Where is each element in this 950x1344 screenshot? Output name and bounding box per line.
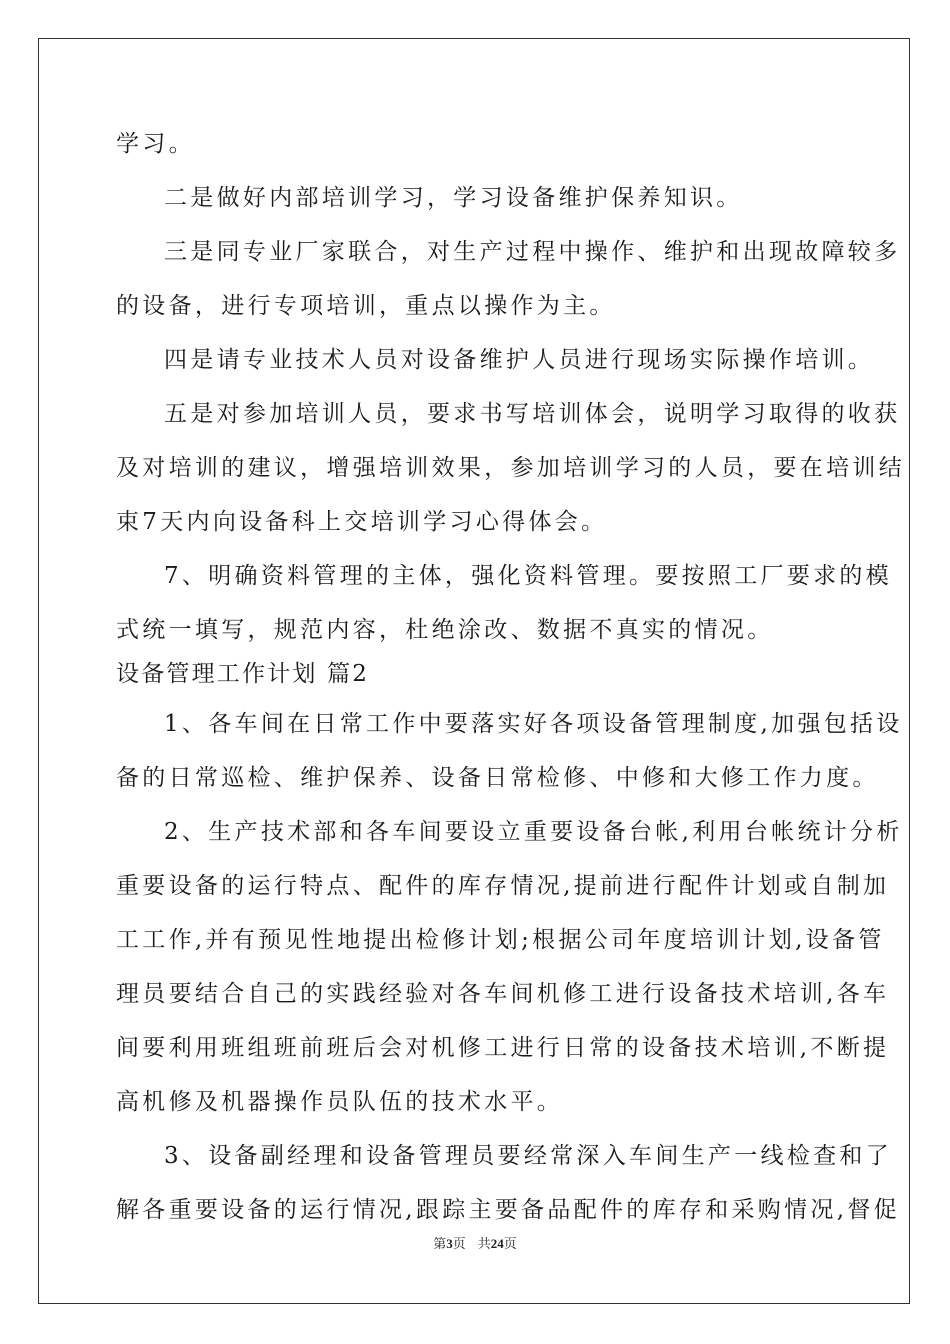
total-prefix: 共	[477, 1236, 491, 1251]
text-line: 备的日常巡检、维护保养、设备日常检修、中修和大修工作力度。	[116, 765, 879, 791]
page-footer	[0, 1234, 950, 1254]
text-line: 式统一填写，规范内容，杜绝涂改、数据不真实的情况。	[116, 617, 774, 643]
text-line: 及对培训的建议，增强培训效果，参加培训学习的人员，要在培训结	[116, 455, 905, 481]
text-line: 3、设备副经理和设备管理员要经常深入车间生产一线检查和了	[164, 1143, 893, 1169]
text-line: 工工作,并有预见性地提出检修计划;根据公司年度培训计划,设备管	[116, 927, 885, 953]
text-line: 二是做好内部培训学习，学习设备维护保养知识。	[164, 185, 743, 211]
text-line: 的设备，进行专项培训，重点以操作为主。	[116, 293, 616, 319]
page-prefix: 第	[433, 1236, 447, 1251]
text-line: 2、生产技术部和各车间要设立重要设备台帐,利用台帐统计分析	[164, 819, 903, 845]
text-line: 间要利用班组班前班后会对机修工进行日常的设备技术培训,不断提	[116, 1035, 890, 1061]
text-line: 四是请专业技术人员对设备维护人员进行现场实际操作培训。	[164, 347, 875, 373]
text-line: 束7天内向设备科上交培训学习心得体会。	[116, 509, 608, 535]
text-line: 重要设备的运行特点、配件的库存情况,提前进行配件计划或自制加	[116, 873, 890, 899]
text-line: 学习。	[116, 131, 195, 157]
text-line: 五是对参加培训人员，要求书写培训体会，说明学习取得的收获	[164, 401, 901, 427]
page-suffix: 页	[452, 1236, 466, 1251]
section-heading: 设备管理工作计划 篇2	[116, 661, 370, 687]
text-line: 三是同专业厂家联合，对生产过程中操作、维护和出现故障较多	[164, 239, 901, 265]
text-line: 1、各车间在日常工作中要落实好各项设备管理制度,加强包括设	[164, 711, 903, 737]
text-line: 理员要结合自己的实践经验对各车间机修工进行设备技术培训,各车	[116, 981, 890, 1007]
text-line: 解各重要设备的运行情况,跟踪主要备品配件的库存和采购情况,督促	[116, 1197, 900, 1223]
page-number: 3	[446, 1236, 453, 1251]
text-line: 7、明确资料管理的主体，强化资料管理。要按照工厂要求的模	[164, 563, 893, 589]
total-pages: 24	[490, 1236, 504, 1251]
total-suffix: 页	[503, 1236, 517, 1251]
text-line: 高机修及机器操作员队伍的技术水平。	[116, 1089, 564, 1115]
